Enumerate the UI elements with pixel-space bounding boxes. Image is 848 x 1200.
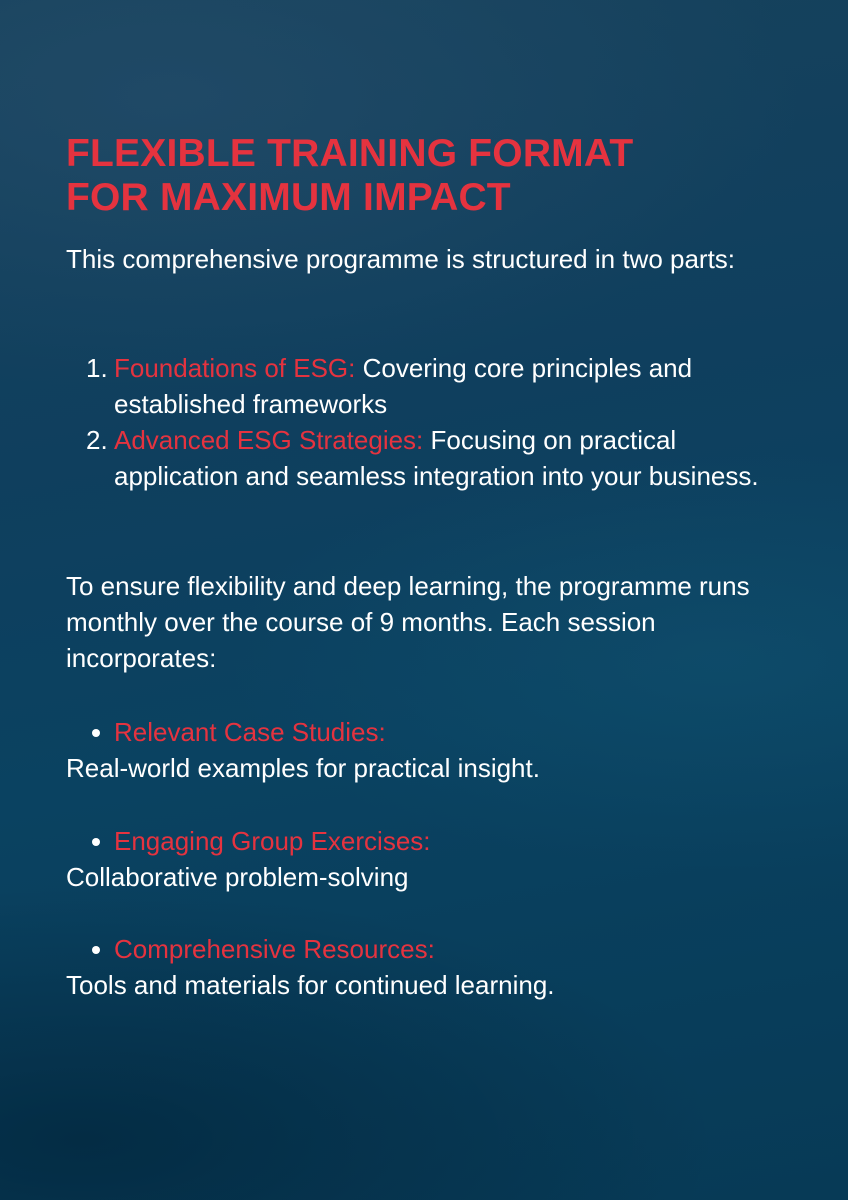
list-item <box>66 350 766 422</box>
feature-heading <box>66 823 766 859</box>
feature-label: Engaging Group Exercises: <box>114 826 431 856</box>
intro-paragraph: This comprehensive programme is structured in two parts: <box>66 244 736 274</box>
bullet-icon <box>92 946 100 954</box>
feature-description: Tools and materials for continued learning. <box>66 970 555 1000</box>
feature-description: Real-world examples for practical insight. <box>66 753 540 783</box>
list-item <box>66 422 766 494</box>
feature-description: Collaborative problem-solving <box>66 862 409 892</box>
feature-heading <box>66 931 766 967</box>
session-paragraph: To ensure flexibility and deep learning, the programme runs monthly over the course of 9 months. Each session incorporates: <box>66 571 750 673</box>
part-label: Foundations of ESG: <box>114 353 356 383</box>
programme-parts-list <box>66 350 766 494</box>
feature-item <box>66 931 766 1003</box>
feature-item <box>66 714 766 786</box>
list-number: 2. <box>86 425 108 455</box>
feature-label: Comprehensive Resources: <box>114 934 435 964</box>
bullet-icon <box>92 729 100 737</box>
part-description: Focusing on practical application and seamless integration into your business. <box>114 425 759 491</box>
page-title: FLEXIBLE TRAINING FORMAT FOR MAXIMUM IMPACT <box>66 132 634 219</box>
feature-item <box>66 823 766 895</box>
part-label: Advanced ESG Strategies: <box>114 425 424 455</box>
bullet-icon <box>92 838 100 846</box>
feature-heading <box>66 714 766 750</box>
part-description: Covering core principles and established frameworks <box>114 353 693 419</box>
list-number: 1. <box>86 353 108 383</box>
feature-label: Relevant Case Studies: <box>114 717 386 747</box>
